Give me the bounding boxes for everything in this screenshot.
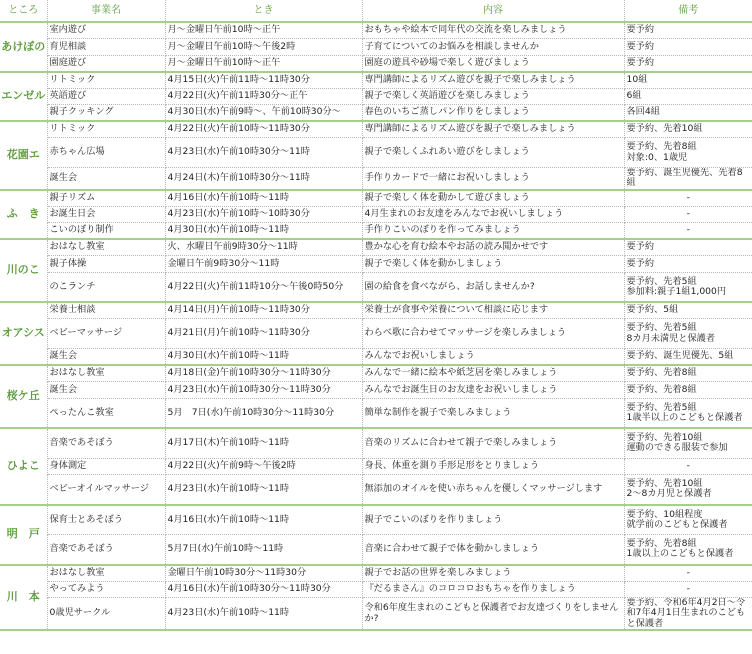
event-content: 親子で楽しく英語遊びを楽しみましょう <box>362 88 624 105</box>
event-content: 園の給食を食べながら、お話しませんか? <box>362 272 624 302</box>
event-name: おはなし教室 <box>47 365 165 382</box>
event-content: 専門講師によるリズム遊びを親子で楽しみましょう <box>362 72 624 89</box>
event-content: 手作りこいのぼりを作ってみましょう <box>362 223 624 240</box>
header-place: ところ <box>0 0 47 22</box>
table-row <box>0 365 752 382</box>
event-time: 4月30日(水)午前10時～11時 <box>165 223 362 240</box>
event-content: わらべ歌に合わせてマッサージを楽しみましょう <box>362 319 624 349</box>
event-time: 5月7日(水)午前10時～11時 <box>165 535 362 565</box>
table-row <box>0 22 752 39</box>
table-row <box>0 319 752 349</box>
event-note: 要予約、先着8組 <box>624 382 752 399</box>
event-note: 要予約、10組程度 就学前のこどもと保護者 <box>624 505 752 535</box>
event-name: 園庭遊び <box>47 55 165 72</box>
table-row <box>0 88 752 105</box>
facility-name: ひよこ <box>0 428 47 505</box>
event-note: 要予約、誕生児優先、先着8組 <box>624 168 752 190</box>
table-row <box>0 475 752 505</box>
event-name: 親子体操 <box>47 256 165 273</box>
event-name: のこランチ <box>47 272 165 302</box>
event-time: 4月17日(木)午前10時～11時 <box>165 428 362 458</box>
event-time: 4月16日(水)午前10時～11時 <box>165 190 362 207</box>
event-time: 4月18日(金)午前10時30分～11時30分 <box>165 365 362 382</box>
event-content: 専門講師によるリズム遊びを親子で楽しみましょう <box>362 121 624 138</box>
event-note: 要予約 <box>624 22 752 39</box>
event-time: 月～金曜日午前10時～午後2時 <box>165 39 362 56</box>
table-row <box>0 581 752 598</box>
event-name: 室内遊び <box>47 22 165 39</box>
event-name: やってみよう <box>47 581 165 598</box>
header-time: とき <box>165 0 362 22</box>
event-time: 4月22日(火)午前11時10分～午後0時50分 <box>165 272 362 302</box>
event-note: 10組 <box>624 72 752 89</box>
facility-name: 川 本 <box>0 565 47 630</box>
event-note: 要予約、5組 <box>624 302 752 319</box>
event-note: 要予約 <box>624 239 752 256</box>
table-row <box>0 121 752 138</box>
event-time: 4月24日(木)午前10時30分～11時 <box>165 168 362 190</box>
event-time: 金曜日午前10時30分～11時30分 <box>165 565 362 582</box>
event-name: 誕生会 <box>47 382 165 399</box>
event-name: リトミック <box>47 121 165 138</box>
event-content: 身長、体重を測り手形足形をとりましょう <box>362 458 624 475</box>
event-name: 身体測定 <box>47 458 165 475</box>
event-content: 親子でお話の世界を楽しみましょう <box>362 565 624 582</box>
event-time: 4月22日(火)午前9時～午後2時 <box>165 458 362 475</box>
facility-name: あけぼの <box>0 22 47 72</box>
table-row <box>0 55 752 72</box>
header-note: 備考 <box>624 0 752 22</box>
event-time: 4月30日(水)午前9時～、午前10時30分～ <box>165 105 362 122</box>
event-content: 親子でこいのぼりを作りましょう <box>362 505 624 535</box>
event-time: 4月15日(火)午前11時～11時30分 <box>165 72 362 89</box>
table-row <box>0 39 752 56</box>
event-content: おもちゃや絵本で同年代の交流を楽しみましょう <box>362 22 624 39</box>
table-row <box>0 105 752 122</box>
event-content: みんなでお誕生日のお友達をお祝いしましょう <box>362 382 624 399</box>
event-name: 赤ちゃん広場 <box>47 138 165 168</box>
table-row <box>0 138 752 168</box>
event-note: 要予約、先着8組 1歳以上のこどもと保護者 <box>624 535 752 565</box>
event-name: 育児相談 <box>47 39 165 56</box>
event-note: 要予約 <box>624 256 752 273</box>
event-content: 音楽のリズムに合わせて親子で楽しみましょう <box>362 428 624 458</box>
event-name: 保育士とあそぼう <box>47 505 165 535</box>
event-note: 要予約、先着5組 8カ月未満児と保護者 <box>624 319 752 349</box>
table-row <box>0 428 752 458</box>
table-row <box>0 458 752 475</box>
event-time: 4月23日(水)午前10時30分～11時 <box>165 138 362 168</box>
event-name: 0歳児サークル <box>47 598 165 630</box>
event-time: 4月16日(水)午前10時30分～11時30分 <box>165 581 362 598</box>
event-content: 園庭の遊具や砂場で楽しく遊びましょう <box>362 55 624 72</box>
table-row <box>0 272 752 302</box>
event-name: 英語遊び <box>47 88 165 105</box>
event-time: 月～金曜日午前10時～正午 <box>165 55 362 72</box>
event-name: ベビーマッサージ <box>47 319 165 349</box>
event-content: 音楽に合わせて親子で体を動かしましょう <box>362 535 624 565</box>
header-event: 事業名 <box>47 0 165 22</box>
table-row <box>0 256 752 273</box>
event-time: 4月23日(水)午前10時30分～11時30分 <box>165 382 362 399</box>
event-note: 要予約、先着5組 1歳半以上のこどもと保護者 <box>624 398 752 428</box>
event-content: 手作りカードで一緒にお祝いしましょう <box>362 168 624 190</box>
table-row <box>0 302 752 319</box>
table-row <box>0 505 752 535</box>
event-note: 要予約、先着10組 運動のできる服装で参加 <box>624 428 752 458</box>
table-row <box>0 223 752 240</box>
event-name: おはなし教室 <box>47 239 165 256</box>
table-row <box>0 598 752 630</box>
facility-name: 花園エ <box>0 121 47 190</box>
event-time: 4月23日(水)午前10時～11時 <box>165 598 362 630</box>
event-note: 要予約 <box>624 55 752 72</box>
event-name: 音楽であそぼう <box>47 428 165 458</box>
event-content: 簡単な制作を親子で楽しみましょう <box>362 398 624 428</box>
table-row <box>0 565 752 582</box>
event-time: 4月16日(水)午前10時～11時 <box>165 505 362 535</box>
header-row <box>0 0 752 22</box>
event-content: 栄養士が食事や栄養について相談に応じます <box>362 302 624 319</box>
event-note: - <box>624 206 752 223</box>
event-name: 栄養士相談 <box>47 302 165 319</box>
table-row <box>0 535 752 565</box>
table-row <box>0 349 752 366</box>
event-content: 『だるまさん』のコロコロおもちゃを作りましょう <box>362 581 624 598</box>
table-row <box>0 398 752 428</box>
event-name: お誕生日会 <box>47 206 165 223</box>
event-name: リトミック <box>47 72 165 89</box>
event-content: みんなで一緒に絵本や紙芝居を楽しみましょう <box>362 365 624 382</box>
facility-name: オアシス <box>0 302 47 365</box>
event-note: - <box>624 190 752 207</box>
event-name: 誕生会 <box>47 349 165 366</box>
event-time: 4月14日(月)午前10時～11時30分 <box>165 302 362 319</box>
event-note: - <box>624 458 752 475</box>
event-note: 要予約、先着10組 <box>624 121 752 138</box>
event-name: ぺったんこ教室 <box>47 398 165 428</box>
schedule-body <box>0 22 752 630</box>
event-note: - <box>624 223 752 240</box>
event-name: 親子リズム <box>47 190 165 207</box>
event-time: 5月 7日(水)午前10時30分～11時30分 <box>165 398 362 428</box>
event-name: 誕生会 <box>47 168 165 190</box>
event-time: 火、水曜日午前9時30分～11時 <box>165 239 362 256</box>
event-time: 月～金曜日午前10時～正午 <box>165 22 362 39</box>
event-note: 要予約、先着10組 2～8カ月児と保護者 <box>624 475 752 505</box>
event-note: 要予約、誕生児優先、5組 <box>624 349 752 366</box>
table-row <box>0 382 752 399</box>
event-time: 4月23日(水)午前10時～10時30分 <box>165 206 362 223</box>
facility-name: 桜ケ丘 <box>0 365 47 428</box>
table-row <box>0 72 752 89</box>
event-note: 要予約、先着8組 <box>624 365 752 382</box>
facility-name: エンゼル <box>0 72 47 122</box>
event-content: 親子で楽しく体を動かして遊びましょう <box>362 190 624 207</box>
event-time: 4月21日(月)午前10時～11時30分 <box>165 319 362 349</box>
event-note: 6組 <box>624 88 752 105</box>
event-note: - <box>624 565 752 582</box>
facility-name: ふ き <box>0 190 47 240</box>
event-time: 4月22日(火)午前11時30分～正午 <box>165 88 362 105</box>
facility-name: 明 戸 <box>0 505 47 565</box>
event-content: みんなでお祝いしましょう <box>362 349 624 366</box>
event-note: 要予約、先着8組 対象:0、1歳児 <box>624 138 752 168</box>
event-content: 親子で楽しくふれあい遊びをしましょう <box>362 138 624 168</box>
event-note: 要予約、令和6年4月2日～令和7年4月1日生まれのこどもと保護者 <box>624 598 752 630</box>
event-name: こいのぼり制作 <box>47 223 165 240</box>
event-content: 4月生まれのお友達をみんなでお祝いしましょう <box>362 206 624 223</box>
event-name: ベビーオイルマッサージ <box>47 475 165 505</box>
event-note: 各回4組 <box>624 105 752 122</box>
event-time: 金曜日午前9時30分～11時 <box>165 256 362 273</box>
event-content: 無添加のオイルを使い赤ちゃんを優しくマッサージします <box>362 475 624 505</box>
event-name: 親子クッキング <box>47 105 165 122</box>
event-name: 音楽であそぼう <box>47 535 165 565</box>
table-row <box>0 168 752 190</box>
header-content: 内容 <box>362 0 624 22</box>
event-note: 要予約 <box>624 39 752 56</box>
event-content: 春色のいちご蒸しパン作りをしましょう <box>362 105 624 122</box>
event-note: 要予約、先着5組 参加料:親子1組1,000円 <box>624 272 752 302</box>
event-note: - <box>624 581 752 598</box>
event-time: 4月23日(水)午前10時～11時 <box>165 475 362 505</box>
facility-name: 川のこ <box>0 239 47 302</box>
table-row <box>0 190 752 207</box>
event-content: 子育てについてのお悩みを相談しませんか <box>362 39 624 56</box>
event-name: おはなし教室 <box>47 565 165 582</box>
table-row <box>0 239 752 256</box>
event-content: 豊かな心を育む絵本やお話の読み聞かせです <box>362 239 624 256</box>
event-content: 令和6年度生まれのこどもと保護者でお友達づくりをしませんか? <box>362 598 624 630</box>
table-row <box>0 206 752 223</box>
event-time: 4月22日(火)午前10時～11時30分 <box>165 121 362 138</box>
event-content: 親子で楽しく体を動かしましょう <box>362 256 624 273</box>
event-time: 4月30日(水)午前10時～11時 <box>165 349 362 366</box>
